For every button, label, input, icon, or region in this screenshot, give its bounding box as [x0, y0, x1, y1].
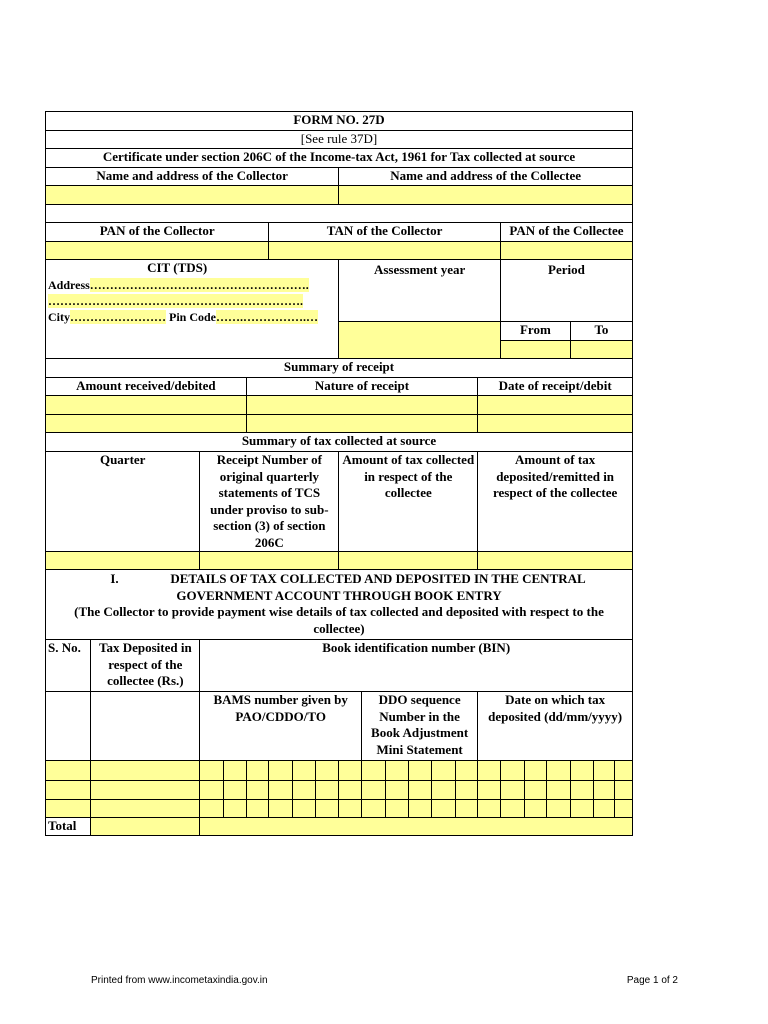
total-label: Total [46, 818, 91, 836]
amount-deposited-field[interactable] [478, 552, 633, 570]
digit-box[interactable] [339, 800, 362, 818]
digit-box[interactable] [224, 800, 247, 818]
sno-label: S. No. [46, 640, 91, 692]
tan-collector-field[interactable] [269, 242, 501, 260]
digit-box[interactable] [315, 781, 339, 800]
digit-box[interactable] [339, 761, 362, 781]
digit-box[interactable] [455, 800, 478, 818]
digit-box[interactable] [524, 781, 547, 800]
date-receipt-field[interactable] [478, 396, 633, 415]
digit-box[interactable] [409, 761, 432, 781]
details-heading-line1: I. DETAILS OF TAX COLLECTED AND DEPOSITED IN THE CENTRAL [48, 571, 630, 588]
pan-collectee-field[interactable] [500, 242, 632, 260]
cit-label: CIT (TDS) [147, 260, 208, 275]
digit-box[interactable] [570, 800, 593, 818]
digit-box[interactable] [593, 761, 615, 781]
digit-box[interactable] [409, 781, 432, 800]
digit-box[interactable] [431, 781, 455, 800]
pin-label: Pin Code [169, 309, 217, 324]
digit-box[interactable] [269, 781, 293, 800]
digit-box[interactable] [455, 761, 478, 781]
quarter-label: Quarter [46, 452, 200, 552]
digit-box[interactable] [570, 781, 593, 800]
assessment-year-field[interactable] [339, 322, 501, 359]
digit-box[interactable] [478, 800, 501, 818]
details-note: (The Collector to provide payment wise details of tax collected and deposited with respect to the collectee) [74, 604, 604, 636]
digit-box[interactable] [547, 781, 571, 800]
address-label: Address [48, 277, 90, 292]
nature-receipt-field[interactable] [246, 396, 478, 415]
digit-box[interactable] [315, 800, 339, 818]
cit-address-block [46, 260, 339, 359]
page-number: Page 1 of 2 [626, 975, 678, 986]
digit-box[interactable] [431, 800, 455, 818]
period-from-field[interactable] [500, 341, 570, 359]
total-tax-field[interactable] [91, 818, 200, 836]
city-label: City [48, 309, 70, 324]
digit-box[interactable] [615, 761, 633, 781]
tax-deposited-label: Tax Deposited in respect of the collectee (Rs.) [91, 640, 200, 692]
total-bin-field[interactable] [200, 818, 633, 836]
address-line [48, 277, 336, 293]
summary-receipt-title: Summary of receipt [46, 359, 633, 378]
digit-box[interactable] [246, 800, 269, 818]
digit-box[interactable] [478, 781, 501, 800]
collectee-name-label: Name and address of the Collectee [339, 168, 633, 186]
digit-box[interactable] [293, 800, 316, 818]
amount-received-field[interactable] [46, 396, 247, 415]
address-line-2 [48, 293, 336, 309]
tax-deposited-blank [91, 692, 200, 761]
from-label: From [500, 322, 570, 341]
certificate-heading: Certificate under section 206C of the Income-tax Act, 1961 for Tax collected at source [46, 149, 633, 168]
digit-box[interactable] [361, 781, 385, 800]
digit-box[interactable] [385, 761, 409, 781]
city-dots[interactable]: …………………… [70, 309, 166, 324]
to-label: To [570, 322, 632, 341]
pan-collector-label: PAN of the Collector [46, 223, 269, 242]
tax-deposited-field[interactable] [91, 800, 200, 818]
amount-collected-label: Amount of tax collected in respect of the collectee [339, 452, 478, 552]
date-receipt-label: Date of receipt/debit [478, 378, 633, 396]
digit-box[interactable] [224, 781, 247, 800]
rule-reference: [See rule 37D] [46, 131, 633, 149]
bin-label: Book identification number (BIN) [200, 640, 633, 692]
tax-deposited-field[interactable] [91, 761, 200, 781]
address-dots[interactable]: ………………………………………………. [89, 277, 309, 292]
nature-receipt-field[interactable] [246, 415, 478, 433]
city-pin-line [48, 309, 336, 325]
digit-box[interactable] [361, 761, 385, 781]
form-title: FORM NO. 27D [46, 112, 633, 131]
digit-box[interactable] [570, 761, 593, 781]
digit-box[interactable] [385, 781, 409, 800]
pan-collector-field[interactable] [46, 242, 269, 260]
address-dots-2[interactable]: ………………………………………………………. [48, 293, 303, 308]
tan-collector-label: TAN of the Collector [269, 223, 501, 242]
printed-from: Printed from www.incometaxindia.gov.in [91, 975, 268, 986]
collector-name-field[interactable] [46, 186, 339, 205]
digit-box[interactable] [593, 781, 615, 800]
digit-box[interactable] [246, 761, 269, 781]
details-heading-line2: GOVERNMENT ACCOUNT THROUGH BOOK ENTRY [176, 587, 502, 603]
digit-box[interactable] [478, 761, 501, 781]
digit-box[interactable] [361, 800, 385, 818]
quarter-field[interactable] [46, 552, 200, 570]
digit-box[interactable] [339, 781, 362, 800]
digit-box[interactable] [385, 800, 409, 818]
digit-box[interactable] [500, 781, 524, 800]
digit-box[interactable] [500, 761, 524, 781]
digit-box[interactable] [524, 761, 547, 781]
digit-box[interactable] [615, 781, 633, 800]
pin-dots[interactable]: …….…………….… [216, 309, 319, 324]
ddo-label: DDO sequence Number in the Book Adjustment Mini Statement [361, 692, 477, 761]
digit-box[interactable] [547, 761, 571, 781]
sno-blank [46, 692, 91, 761]
amount-collected-field[interactable] [339, 552, 478, 570]
digit-box[interactable] [524, 800, 547, 818]
digit-box[interactable] [315, 761, 339, 781]
amount-deposited-label: Amount of tax deposited/remitted in respect of the collectee [478, 452, 633, 552]
table-row [46, 761, 633, 781]
sno-field[interactable] [46, 781, 91, 800]
digit-box[interactable] [500, 800, 524, 818]
digit-box[interactable] [615, 800, 633, 818]
bams-label: BAMS number given by PAO/CDDO/TO [200, 692, 362, 761]
receipt-number-label: Receipt Number of original quarterly statements of TCS under proviso to sub-section (3) of section 206C [200, 452, 339, 552]
digit-box[interactable] [455, 781, 478, 800]
table-row [46, 781, 633, 800]
receipt-number-field[interactable] [200, 552, 339, 570]
digit-box[interactable] [269, 800, 293, 818]
collectee-name-field[interactable] [339, 186, 633, 205]
digit-box[interactable] [431, 761, 455, 781]
digit-box[interactable] [200, 761, 224, 781]
amount-received-field[interactable] [46, 415, 247, 433]
digit-box[interactable] [293, 761, 316, 781]
digit-box[interactable] [547, 800, 571, 818]
table-row [46, 800, 633, 818]
digit-box[interactable] [293, 781, 316, 800]
digit-box[interactable] [200, 781, 224, 800]
details-number: I. [110, 571, 119, 586]
digit-box[interactable] [269, 761, 293, 781]
date-receipt-field[interactable] [478, 415, 633, 433]
pan-collectee-label: PAN of the Collectee [500, 223, 632, 242]
amount-received-label: Amount received/debited [46, 378, 247, 396]
spacer-row [46, 205, 633, 223]
period-to-field[interactable] [570, 341, 632, 359]
digit-box[interactable] [246, 781, 269, 800]
digit-box[interactable] [409, 800, 432, 818]
tax-deposited-field[interactable] [91, 781, 200, 800]
nature-receipt-label: Nature of receipt [246, 378, 478, 396]
digit-box[interactable] [200, 800, 224, 818]
date-deposit-label: Date on which tax deposited (dd/mm/yyyy) [478, 692, 633, 761]
period-label: Period [500, 260, 632, 322]
details-heading [46, 570, 633, 640]
sno-field[interactable] [46, 761, 91, 781]
digit-box[interactable] [593, 800, 615, 818]
form-27d-table [45, 111, 633, 836]
assessment-year-label: Assessment year [339, 260, 501, 322]
digit-box[interactable] [224, 761, 247, 781]
sno-field[interactable] [46, 800, 91, 818]
summary-tcs-title: Summary of tax collected at source [46, 433, 633, 452]
collector-name-label: Name and address of the Collector [46, 168, 339, 186]
